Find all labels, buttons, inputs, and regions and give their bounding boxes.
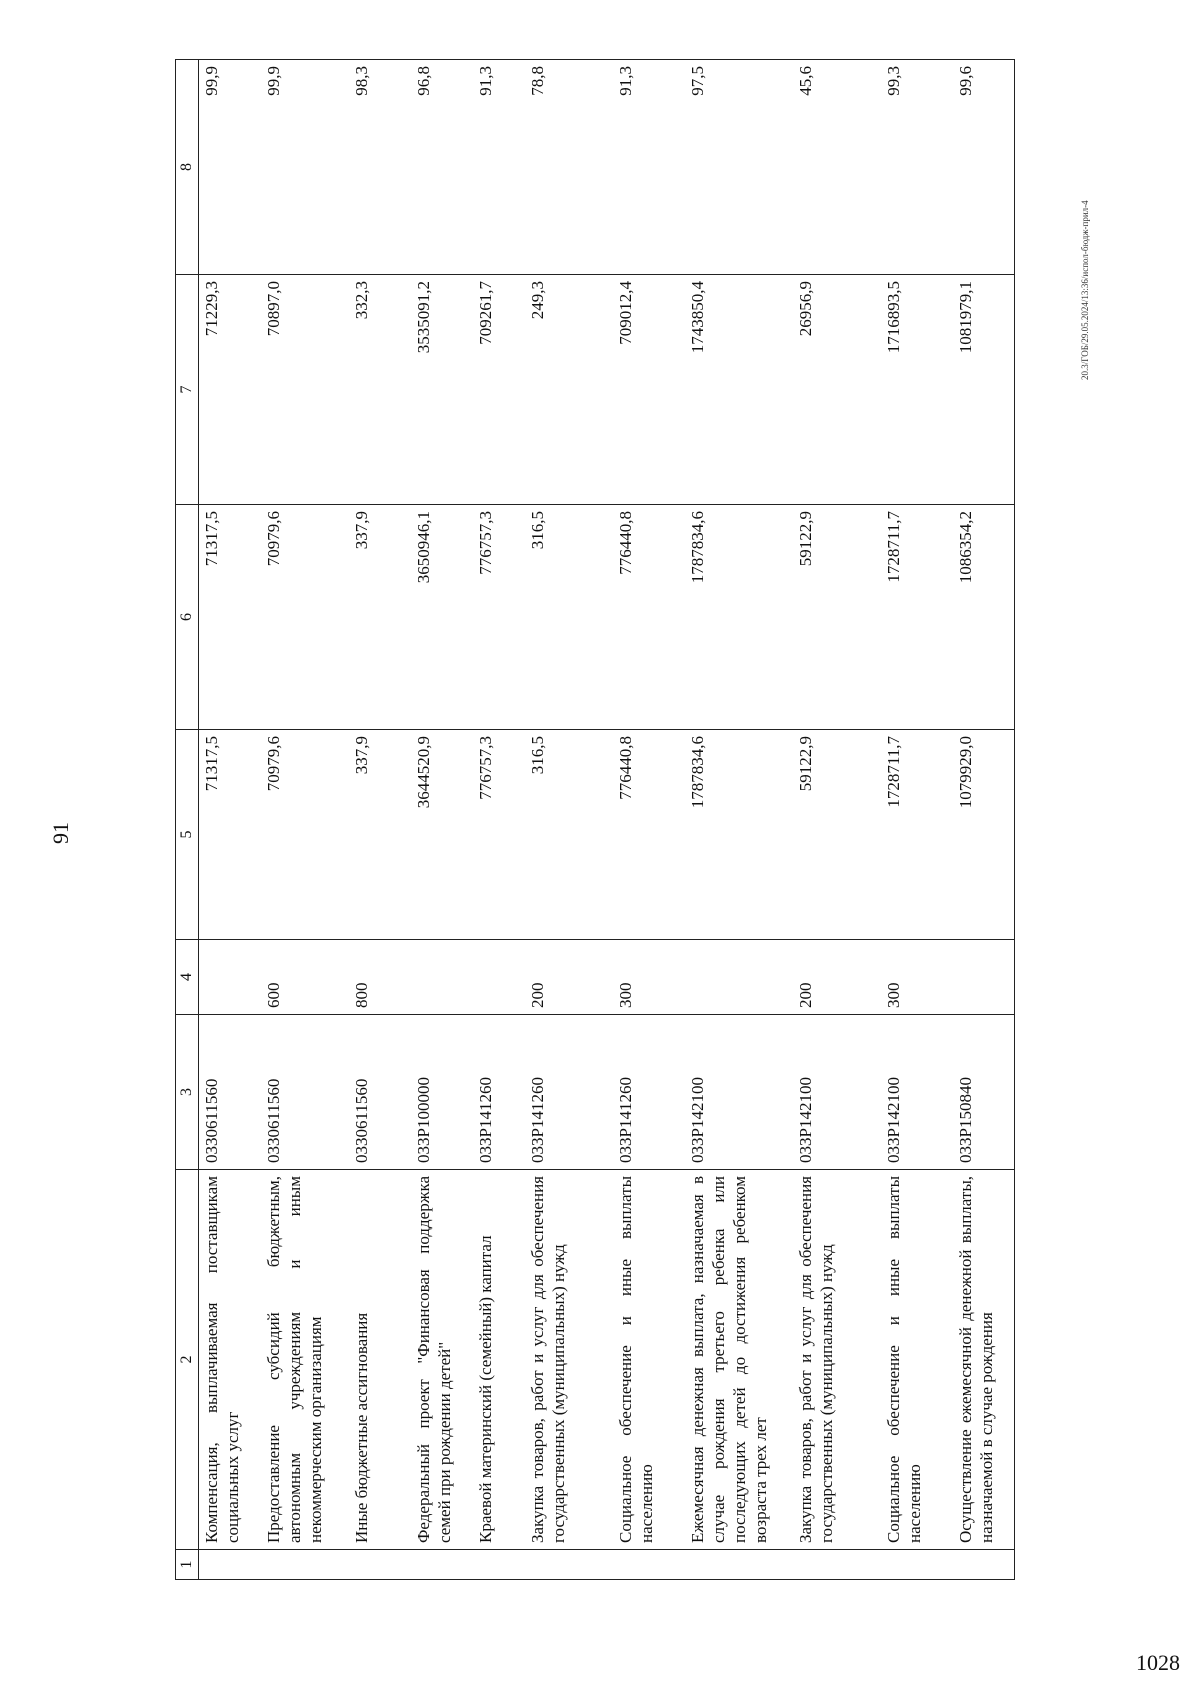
cell-blank [349,1550,411,1580]
header-cell: 1 [176,1550,199,1580]
cell-v6: 776757,3 [473,505,525,730]
table-row [261,60,349,1580]
cell-vr: 800 [349,940,411,1015]
cell-code: 033P100000 [411,1015,473,1170]
cell-v6: 3650946,1 [411,505,473,730]
header-cell: 4 [176,940,199,1015]
table-row [953,60,1015,1580]
cell-vr: 600 [261,940,349,1015]
cell-v5: 337,9 [349,730,411,940]
header-cell: 5 [176,730,199,940]
cell-code: 033P142100 [881,1015,953,1170]
cell-v7: 709012,4 [613,275,685,505]
cell-vr [199,940,261,1015]
cell-v8: 99,6 [953,60,1015,275]
cell-v7: 70897,0 [261,275,349,505]
cell-vr [685,940,793,1015]
cell-v5: 776440,8 [613,730,685,940]
bottom-page-number: 1028 [1136,1650,1180,1675]
cell-name: Предоставление субсидий бюджетным, автономным учреждениям и иным некоммерческим организациям [261,1170,349,1550]
cell-name: Социальное обеспечение и иные выплаты населению [881,1170,953,1550]
header-cell: 2 [176,1170,199,1550]
header-cell: 7 [176,275,199,505]
cell-v6: 59122,9 [793,505,881,730]
cell-v6: 71317,5 [199,505,261,730]
cell-blank [953,1550,1015,1580]
cell-code: 0330611560 [261,1015,349,1170]
table-header-row [176,60,199,1580]
cell-code: 033P141260 [525,1015,613,1170]
cell-name: Ежемесячная денежная выплата, назначаемая в случае рождения третьего ребенка или последующих детей до достижения ребенком возраста трех лет [685,1170,793,1550]
cell-vr: 200 [793,940,881,1015]
header-cell: 8 [176,60,199,275]
table-row [199,60,261,1580]
table-row [793,60,881,1580]
cell-v5: 3644520,9 [411,730,473,940]
cell-v5: 1787834,6 [685,730,793,940]
table-row [473,60,525,1580]
cell-vr [411,940,473,1015]
cell-v8: 91,3 [613,60,685,275]
cell-blank [199,1550,261,1580]
cell-name: Компенсация, выплачиваемая поставщикам социальных услуг [199,1170,261,1550]
cell-blank [793,1550,881,1580]
cell-name: Краевой материнский (семейный) капитал [473,1170,525,1550]
table-row [349,60,411,1580]
cell-v8: 96,8 [411,60,473,275]
cell-blank [881,1550,953,1580]
cell-v7: 1716893,5 [881,275,953,505]
cell-code: 033P141260 [613,1015,685,1170]
cell-blank [613,1550,685,1580]
cell-blank [473,1550,525,1580]
table-row [881,60,953,1580]
cell-v6: 1787834,6 [685,505,793,730]
cell-v6: 1086354,2 [953,505,1015,730]
cell-v6: 70979,6 [261,505,349,730]
cell-v8: 99,9 [199,60,261,275]
cell-v6: 776440,8 [613,505,685,730]
cell-vr [953,940,1015,1015]
cell-code: 033P142100 [685,1015,793,1170]
cell-v7: 3535091,2 [411,275,473,505]
budget-table [175,59,1015,1580]
cell-v8: 78,8 [525,60,613,275]
cell-vr: 300 [613,940,685,1015]
cell-v8: 99,9 [261,60,349,275]
cell-v5: 71317,5 [199,730,261,940]
footer-code [1080,200,1090,380]
cell-v5: 59122,9 [793,730,881,940]
cell-name: Закупка товаров, работ и услуг для обеспечения государственных (муниципальных) нужд [793,1170,881,1550]
header-cell: 6 [176,505,199,730]
cell-v8: 99,3 [881,60,953,275]
cell-blank [411,1550,473,1580]
cell-v7: 709261,7 [473,275,525,505]
cell-vr: 300 [881,940,953,1015]
cell-v5: 70979,6 [261,730,349,940]
cell-v8: 98,3 [349,60,411,275]
cell-v5: 316,5 [525,730,613,940]
cell-name: Иные бюджетные ассигнования [349,1170,411,1550]
cell-v7: 26956,9 [793,275,881,505]
cell-v8: 97,5 [685,60,793,275]
cell-blank [525,1550,613,1580]
cell-v7: 332,3 [349,275,411,505]
cell-vr [473,940,525,1015]
cell-code: 033P142100 [793,1015,881,1170]
cell-blank [685,1550,793,1580]
cell-v7: 249,3 [525,275,613,505]
rotated-table-area [175,60,1055,1580]
page-number: 91 [48,822,73,844]
cell-code: 0330611560 [199,1015,261,1170]
table-row [525,60,613,1580]
cell-name: Социальное обеспечение и иные выплаты населению [613,1170,685,1550]
cell-v5: 1079929,0 [953,730,1015,940]
cell-v5: 776757,3 [473,730,525,940]
cell-vr: 200 [525,940,613,1015]
cell-v8: 91,3 [473,60,525,275]
cell-v7: 71229,3 [199,275,261,505]
cell-v5: 1728711,7 [881,730,953,940]
cell-v7: 1743850,4 [685,275,793,505]
cell-name: Федеральный проект "Финансовая поддержка семей при рождении детей" [411,1170,473,1550]
cell-name: Закупка товаров, работ и услуг для обеспечения государственных (муниципальных) нужд [525,1170,613,1550]
footer-code-text: 20.3/ГОБ/29.05.2024/13:36/испол-бюдж-прил-4 [1080,200,1090,380]
cell-name: Осуществление ежемесячной денежной выплаты, назначаемой в случае рождения [953,1170,1015,1550]
cell-v8: 45,6 [793,60,881,275]
table-row [685,60,793,1580]
table-row [613,60,685,1580]
cell-code: 0330611560 [349,1015,411,1170]
header-cell: 3 [176,1015,199,1170]
cell-v6: 1728711,7 [881,505,953,730]
table-row [411,60,473,1580]
cell-v6: 337,9 [349,505,411,730]
cell-v6: 316,5 [525,505,613,730]
cell-code: 033P150840 [953,1015,1015,1170]
cell-blank [261,1550,349,1580]
cell-v7: 1081979,1 [953,275,1015,505]
cell-code: 033P141260 [473,1015,525,1170]
